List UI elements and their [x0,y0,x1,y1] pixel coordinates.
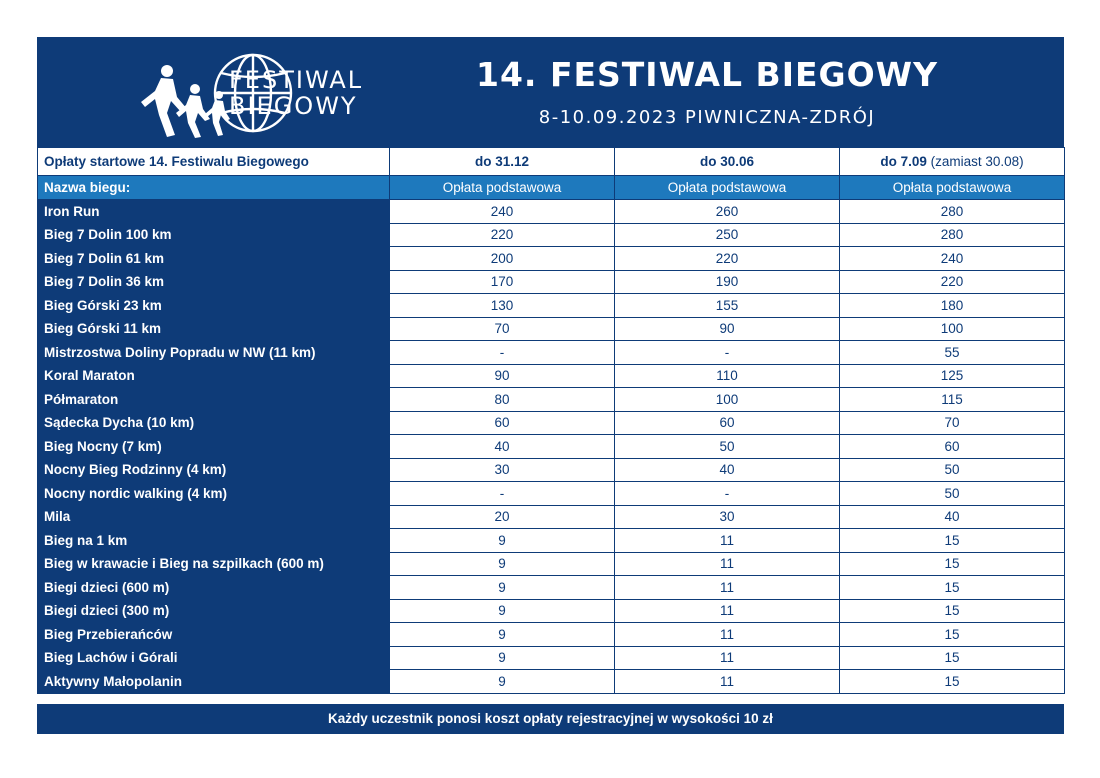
fee-cell: 50 [615,435,840,459]
race-name: Sądecka Dycha (10 km) [38,411,390,435]
table-row [38,364,1065,388]
table-row [38,623,1065,647]
table-row [38,388,1065,412]
race-name: Bieg Nocny (7 km) [38,435,390,459]
fee-cell: - [390,482,615,506]
table-row [38,270,1065,294]
fee-cell: 280 [840,223,1065,247]
fee-cell: - [615,482,840,506]
table-row [38,200,1065,224]
fee-cell: 15 [840,529,1065,553]
fee-cell: 40 [840,505,1065,529]
fee-cell: 60 [615,411,840,435]
fee-cell: 115 [840,388,1065,412]
fee-cell: 15 [840,552,1065,576]
fee-cell: 220 [390,223,615,247]
fee-cell: 9 [390,670,615,694]
fee-cell: 100 [615,388,840,412]
table-row [38,646,1065,670]
fee-cell: 11 [615,646,840,670]
period-label: do 31.12 [474,154,530,169]
fee-cell: 130 [390,294,615,318]
fee-cell: - [390,341,615,365]
fee-cell: 15 [840,646,1065,670]
period-2 [615,148,840,176]
race-name: Koral Maraton [38,364,390,388]
fee-sheet [37,37,1064,734]
period-note: (zamiast 30.08) [926,154,1024,169]
logo-wordmark [229,67,363,119]
race-name: Aktywny Małopolanin [38,670,390,694]
fee-cell: 30 [615,505,840,529]
fee-cell: 9 [390,599,615,623]
table-row [38,505,1065,529]
fee-cell: 40 [390,435,615,459]
logo-line-1: FESTIWAL [229,66,364,94]
fee-cell: 50 [840,458,1065,482]
table-row [38,458,1065,482]
table-row [38,599,1065,623]
fee-cell: 180 [840,294,1065,318]
race-name: Biegi dzieci (300 m) [38,599,390,623]
period-label: do 30.06 [699,154,755,169]
fee-cell: 50 [840,482,1065,506]
race-name: Iron Run [38,200,390,224]
table-row [38,529,1065,553]
race-name: Mila [38,505,390,529]
table-row [38,435,1065,459]
race-name: Mistrzostwa Doliny Popradu w NW (11 km) [38,341,390,365]
page-title: 14. FESTIWAL BIEGOWY [476,55,938,94]
table-caption: Opłaty startowe 14. Festiwalu Biegowego [38,148,390,176]
fee-cell: 15 [840,599,1065,623]
race-name: Biegi dzieci (600 m) [38,576,390,600]
table-row [38,341,1065,365]
fee-cell: 260 [615,200,840,224]
fee-cell: 70 [840,411,1065,435]
event-dates-location: 8-10.09.2023 PIWNICZNA-ZDRÓJ [538,107,876,128]
fee-header: Opłata podstawowa [390,176,615,200]
race-name: Bieg Przebierańców [38,623,390,647]
fee-cell: 240 [840,247,1065,271]
table-row [38,411,1065,435]
fee-cell: 11 [615,552,840,576]
table-row [38,223,1065,247]
fee-cell: 9 [390,646,615,670]
fee-cell: 30 [390,458,615,482]
fee-cell: 15 [840,670,1065,694]
fee-cell: 190 [615,270,840,294]
fee-cell: 20 [390,505,615,529]
race-name: Bieg 7 Dolin 36 km [38,270,390,294]
fee-cell: 60 [840,435,1065,459]
race-name: Bieg Górski 11 km [38,317,390,341]
fee-cell: 70 [390,317,615,341]
fee-cell: 11 [615,623,840,647]
table-row [38,552,1065,576]
fee-cell: 9 [390,552,615,576]
column-header-row [38,176,1065,200]
race-name: Nocny nordic walking (4 km) [38,482,390,506]
fee-cell: 11 [615,599,840,623]
fee-cell: 90 [615,317,840,341]
header-banner [37,37,1064,147]
table-row [38,317,1065,341]
fee-cell: 15 [840,623,1065,647]
fee-cell: 220 [615,247,840,271]
fees-table [37,147,1065,694]
fee-cell: 280 [840,200,1065,224]
registration-fee-note: Każdy uczestnik ponosi koszt opłaty rejestracyjnej w wysokości 10 zł [37,704,1064,734]
fee-cell: 220 [840,270,1065,294]
fee-cell: 200 [390,247,615,271]
table-row [38,482,1065,506]
table-row [38,247,1065,271]
table-row [38,576,1065,600]
period-label: do 7.09 [880,154,927,169]
race-name: Bieg Lachów i Górali [38,646,390,670]
race-name-header: Nazwa biegu: [38,176,390,200]
fee-cell: 155 [615,294,840,318]
fee-cell: - [615,341,840,365]
fee-cell: 11 [615,529,840,553]
fee-cell: 9 [390,623,615,647]
fee-cell: 11 [615,670,840,694]
fee-cell: 9 [390,529,615,553]
fee-cell: 125 [840,364,1065,388]
fee-cell: 240 [390,200,615,224]
fee-header: Opłata podstawowa [840,176,1065,200]
fee-header: Opłata podstawowa [615,176,840,200]
fee-cell: 100 [840,317,1065,341]
period-3 [840,148,1065,176]
race-name: Bieg Górski 23 km [38,294,390,318]
fee-cell: 55 [840,341,1065,365]
logo-line-2: BIEGOWY [229,92,358,120]
table-row [38,294,1065,318]
fee-cell: 90 [390,364,615,388]
fee-cell: 60 [390,411,615,435]
race-name: Bieg 7 Dolin 61 km [38,247,390,271]
race-name: Bieg w krawacie i Bieg na szpilkach (600 m) [38,552,390,576]
fee-cell: 80 [390,388,615,412]
fee-cell: 250 [615,223,840,247]
period-header-row [38,148,1065,176]
fee-cell: 9 [390,576,615,600]
fee-cell: 40 [615,458,840,482]
race-name: Bieg 7 Dolin 100 km [38,223,390,247]
race-name: Półmaraton [38,388,390,412]
fee-cell: 11 [615,576,840,600]
period-1 [390,148,615,176]
table-row [38,670,1065,694]
fee-cell: 110 [615,364,840,388]
fee-cell: 15 [840,576,1065,600]
race-name: Nocny Bieg Rodzinny (4 km) [38,458,390,482]
fee-cell: 170 [390,270,615,294]
race-name: Bieg na 1 km [38,529,390,553]
